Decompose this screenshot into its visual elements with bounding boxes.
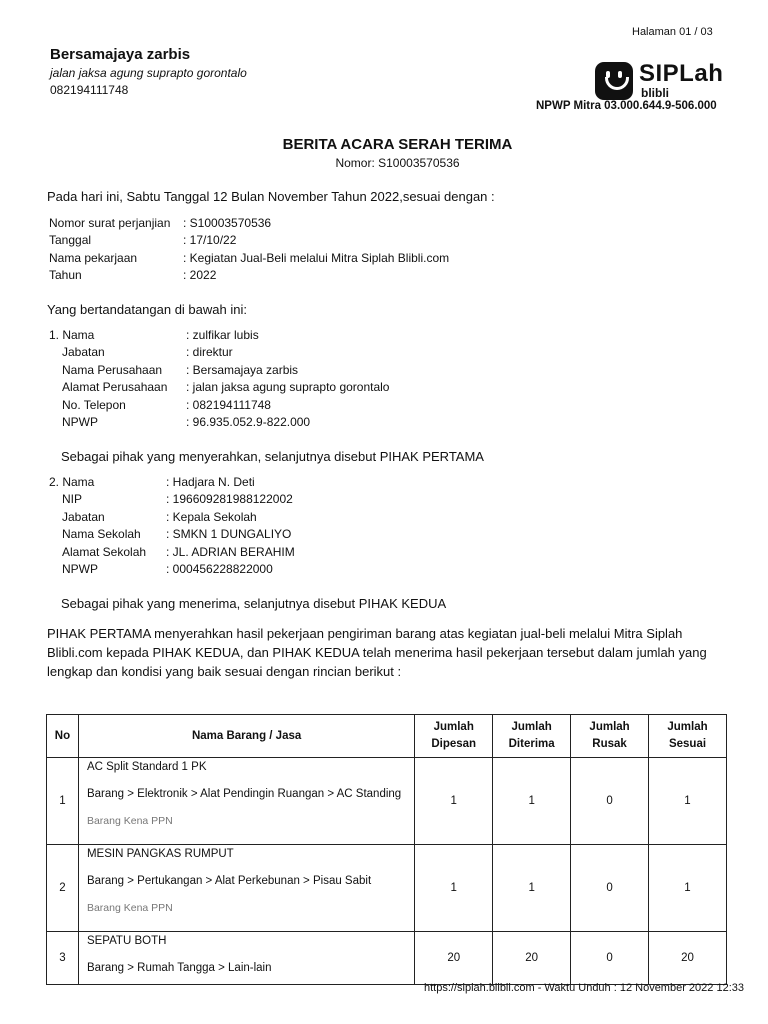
party-label: Nama Sekolah bbox=[62, 527, 141, 542]
row-damaged: 0 bbox=[571, 932, 649, 985]
intro-text: Pada hari ini, Sabtu Tanggal 12 Bulan November Tahun 2022,sesuai dengan : bbox=[47, 189, 495, 204]
header-no: No bbox=[47, 715, 79, 758]
party-row bbox=[49, 379, 649, 396]
header-damaged: Jumlah Rusak bbox=[571, 715, 649, 758]
party-label: Nama Perusahaan bbox=[62, 362, 163, 377]
download-footer: https://siplah.blibli.com - Waktu Unduh : 12 November 2022 12:33 bbox=[424, 982, 744, 994]
handover-statement: PIHAK PERTAMA menyerahkan hasil pekerjaan pengiriman barang atas kegiatan jual-beli melalui Mitra Siplah Blibli.com kepada PIHAK KEDUA, dan PIHAK KEDUA telah menerima hasil pekerjaan tersebut dalam jumlah yang lengkap dan kondisi yang baik sesuai dengan rincian berikut : bbox=[47, 626, 707, 679]
agreement-details bbox=[49, 215, 649, 285]
siplah-logo bbox=[595, 62, 725, 100]
agreement-label: Nomor surat perjanjian bbox=[49, 216, 171, 230]
agreement-row bbox=[49, 267, 649, 284]
party-value: : jalan jaksa agung suprapto gorontalo bbox=[186, 380, 390, 395]
agreement-value: : Kegiatan Jual-Beli melalui Mitra Siplah Blibli.com bbox=[183, 250, 450, 265]
company-address: jalan jaksa agung suprapto gorontalo bbox=[50, 66, 247, 80]
party-value: : Bersamajaya zarbis bbox=[186, 362, 299, 377]
party-label: Jabatan bbox=[62, 345, 105, 360]
party-row bbox=[49, 362, 649, 379]
party-value: : zulfikar lubis bbox=[186, 328, 259, 342]
table-header-row bbox=[47, 715, 727, 758]
agreement-label: Tanggal bbox=[49, 233, 92, 248]
row-ordered: 1 bbox=[415, 758, 493, 845]
signed-intro: Yang bertandatangan di bawah ini: bbox=[47, 302, 247, 317]
item-category: Barang > Pertukangan > Alat Perkebunan > Pisau Sabit bbox=[86, 875, 372, 887]
logo-brand: SIPLah bbox=[639, 60, 724, 87]
party-value: : 082194111748 bbox=[186, 397, 271, 412]
agreement-value: : S10003570536 bbox=[183, 216, 272, 230]
row-received: 1 bbox=[493, 758, 571, 845]
party-row bbox=[49, 491, 649, 508]
smile-icon bbox=[595, 62, 633, 100]
agreement-label: Nama pekarjaan bbox=[49, 250, 138, 265]
party-label: NPWP bbox=[62, 414, 98, 429]
party-value: : 96.935.052.9-822.000 bbox=[186, 414, 311, 429]
page-number: Halaman 01 / 03 bbox=[632, 26, 713, 38]
party-value: : 196609281988122002 bbox=[166, 492, 293, 507]
party-label: NIP bbox=[62, 492, 83, 507]
party-row bbox=[49, 397, 649, 414]
row-description bbox=[78, 932, 414, 985]
party-row bbox=[49, 344, 649, 361]
row-ordered: 20 bbox=[415, 932, 493, 985]
item-name: AC Split Standard 1 PK bbox=[86, 761, 207, 773]
party-row bbox=[49, 526, 649, 543]
party-row bbox=[49, 509, 649, 526]
party-value: : JL. ADRIAN BERAHIM bbox=[166, 544, 295, 559]
party-two-role: Sebagai pihak yang menerima, selanjutnya disebut PIHAK KEDUA bbox=[61, 596, 447, 611]
row-received: 1 bbox=[493, 845, 571, 932]
header-matching: Jumlah Sesuai bbox=[649, 715, 727, 758]
item-tax-note: Barang Kena PPN bbox=[86, 815, 173, 827]
party-value: : direktur bbox=[186, 345, 233, 360]
party-row bbox=[49, 544, 649, 561]
document-number: Nomor: S10003570536 bbox=[335, 156, 460, 170]
table-row bbox=[47, 932, 727, 985]
party-one-role: Sebagai pihak yang menyerahkan, selanjutnya disebut PIHAK PERTAMA bbox=[61, 449, 484, 464]
row-matching: 20 bbox=[649, 932, 727, 985]
party-value: : Kepala Sekolah bbox=[166, 509, 257, 524]
row-description bbox=[78, 758, 414, 845]
party-label: 2. Nama bbox=[49, 475, 95, 489]
party-label: Alamat Perusahaan bbox=[62, 380, 168, 395]
logo-sub: blibli bbox=[641, 86, 669, 100]
party-two-details bbox=[49, 474, 649, 578]
row-description bbox=[78, 845, 414, 932]
party-row bbox=[49, 414, 649, 431]
party-row bbox=[49, 474, 649, 491]
row-matching: 1 bbox=[649, 758, 727, 845]
item-name: MESIN PANGKAS RUMPUT bbox=[86, 848, 234, 860]
agreement-row bbox=[49, 250, 649, 267]
party-value: : 000456228822000 bbox=[166, 561, 273, 576]
row-damaged: 0 bbox=[571, 845, 649, 932]
row-damaged: 0 bbox=[571, 758, 649, 845]
row-ordered: 1 bbox=[415, 845, 493, 932]
table-row bbox=[47, 758, 727, 845]
party-one-details bbox=[49, 327, 649, 431]
header-ordered: Jumlah Dipesan bbox=[415, 715, 493, 758]
row-no: 3 bbox=[47, 932, 79, 985]
item-name: SEPATU BOTH bbox=[86, 935, 167, 947]
company-phone: 082194111748 bbox=[50, 83, 129, 97]
party-label: 1. Nama bbox=[49, 328, 95, 342]
document-title: BERITA ACARA SERAH TERIMA bbox=[282, 136, 513, 153]
items-table bbox=[46, 714, 727, 985]
row-no: 1 bbox=[47, 758, 79, 845]
row-no: 2 bbox=[47, 845, 79, 932]
row-matching: 1 bbox=[649, 845, 727, 932]
header-item-name: Nama Barang / Jasa bbox=[78, 715, 414, 758]
agreement-row bbox=[49, 232, 649, 249]
item-tax-note: Barang Kena PPN bbox=[86, 902, 173, 914]
item-category: Barang > Elektronik > Alat Pendingin Ruangan > AC Standing bbox=[86, 788, 402, 800]
party-label: NPWP bbox=[62, 561, 98, 576]
party-value: : Hadjara N. Deti bbox=[166, 475, 255, 489]
party-label: No. Telepon bbox=[62, 397, 126, 412]
header-received: Jumlah Diterima bbox=[493, 715, 571, 758]
table-row bbox=[47, 845, 727, 932]
party-label: Jabatan bbox=[62, 509, 105, 524]
party-value: : SMKN 1 DUNGALIYO bbox=[166, 527, 292, 542]
item-category: Barang > Rumah Tangga > Lain-lain bbox=[86, 962, 272, 974]
agreement-value: : 2022 bbox=[183, 268, 217, 283]
company-name: Bersamajaya zarbis bbox=[50, 46, 191, 63]
party-row bbox=[49, 561, 649, 578]
agreement-row bbox=[49, 215, 649, 232]
party-label: Alamat Sekolah bbox=[62, 544, 147, 559]
party-row bbox=[49, 327, 649, 344]
row-received: 20 bbox=[493, 932, 571, 985]
npwp-mitra: NPWP Mitra 03.000.644.9-506.000 bbox=[536, 100, 717, 112]
agreement-value: : 17/10/22 bbox=[183, 233, 237, 248]
agreement-label: Tahun bbox=[49, 268, 82, 283]
